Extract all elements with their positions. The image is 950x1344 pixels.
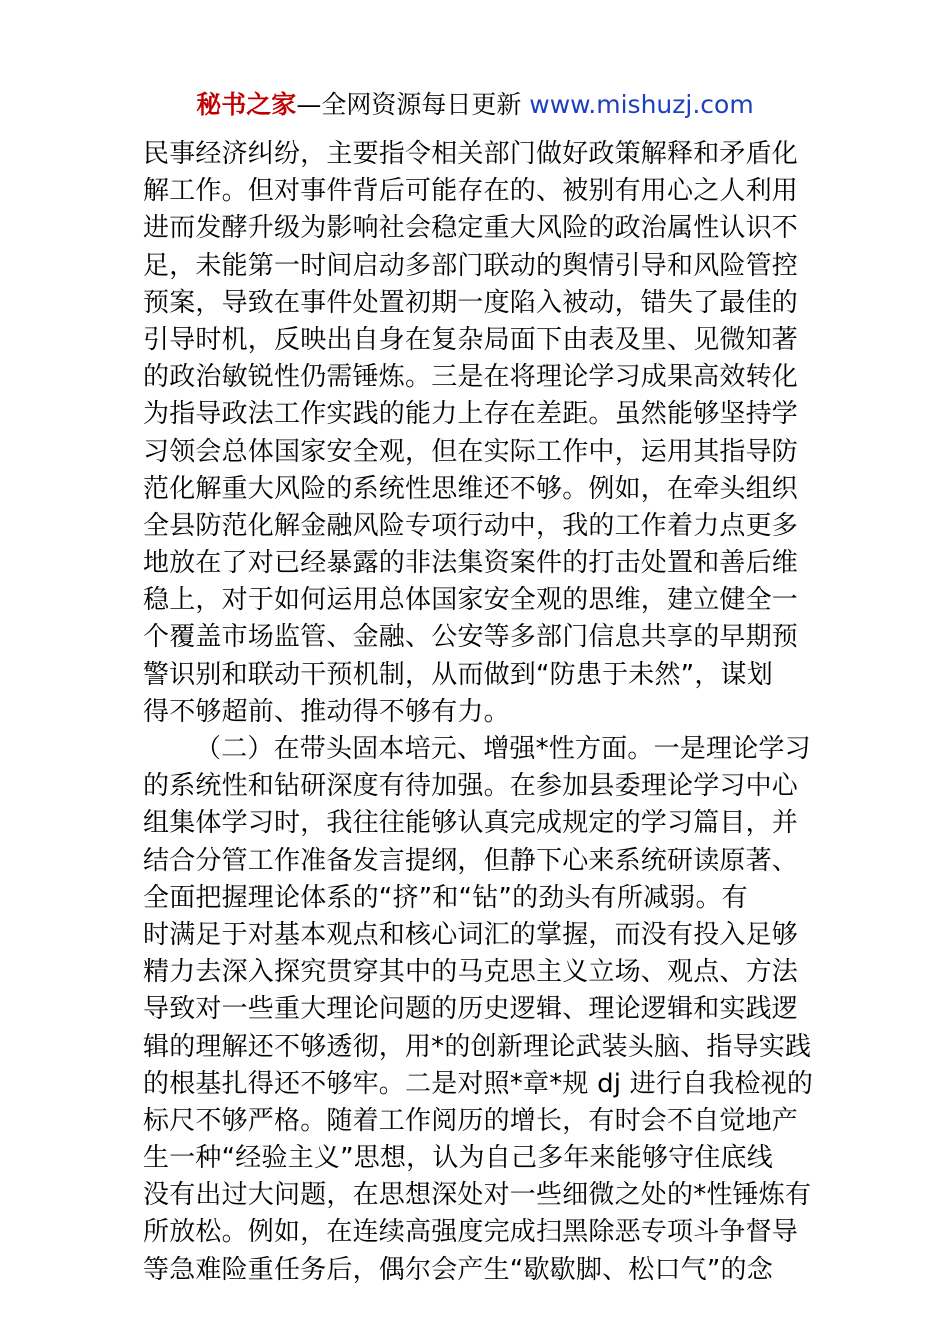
text-line: 的政治敏锐性仍需锤炼。三是在将理论学习成果高效转化 xyxy=(143,362,799,393)
text-line: 习领会总体国家安全观，但在实际工作中，运用其指导防 xyxy=(143,436,799,467)
text-line: 足，未能第一时间启动多部门联动的舆情引导和风险管控 xyxy=(143,250,799,281)
text-line: 生一种“经验主义”思想，认为自己多年来能够守住底线 xyxy=(143,1143,773,1174)
text-line: 全面把握理论体系的“挤”和“钻”的劲头有所减弱。有 xyxy=(143,882,748,913)
text-line: 所放松。例如，在连续高强度完成扫黑除恶专项斗争督导 xyxy=(143,1217,799,1248)
text-line: 的根基扎得还不够牢。二是对照*章*规 dj 进行自我检视的 xyxy=(143,1068,814,1099)
text-line: 引导时机，反映出自身在复杂局面下由表及里、见微知著 xyxy=(143,324,799,355)
text-line: 民事经济纠纷，主要指令相关部门做好政策解释和矛盾化 xyxy=(143,139,799,169)
text-line: 没有出过大问题，在思想深处对一些细微之处的*性锤炼有 xyxy=(143,1180,812,1211)
text-line: 组集体学习时，我往往能够认真完成规定的学习篇目，并 xyxy=(143,808,799,839)
document-body xyxy=(143,136,823,1289)
site-url-link[interactable]: www.mishuzj.com xyxy=(529,90,754,119)
text-line: 导致对一些重大理论问题的历史逻辑、理论逻辑和实践逻 xyxy=(143,994,799,1025)
text-line: 得不够超前、推动得不够有力。 xyxy=(143,696,510,727)
text-line: 标尺不够严格。随着工作阅历的增长，有时会不自觉地产 xyxy=(143,1105,799,1136)
text-line: 进而发酵升级为影响社会稳定重大风险的政治属性认识不 xyxy=(143,213,799,244)
site-brand: 秘书之家 xyxy=(196,90,297,119)
paragraph-start-line: （二）在带头固本培元、增强*性方面。一是理论学习 xyxy=(195,734,811,764)
text-line: 预案，导致在事件处置初期一度陷入被动，错失了最佳的 xyxy=(143,287,799,318)
text-line: 稳上，对于如何运用总体国家安全观的思维，建立健全一 xyxy=(143,585,799,616)
text-line: 的系统性和钻研深度有待加强。在参加县委理论学习中心 xyxy=(143,771,799,802)
text-line: 解工作。但对事件背后可能存在的、被别有用心之人利用 xyxy=(143,176,799,207)
text-line: 个覆盖市场监管、金融、公安等多部门信息共享的早期预 xyxy=(143,622,799,653)
text-line: 辑的理解还不够透彻，用*的创新理论武装头脑、指导实践 xyxy=(143,1031,812,1062)
text-line: 时满足于对基本观点和核心词汇的掌握，而没有投入足够 xyxy=(143,919,799,950)
text-line: 等急难险重任务后，偶尔会产生“歇歇脚、松口气”的念 xyxy=(143,1254,773,1285)
text-line: 全县防范化解金融风险专项行动中，我的工作着力点更多 xyxy=(143,510,799,541)
text-line: 结合分管工作准备发言提纲，但静下心来系统研读原著、 xyxy=(143,845,799,876)
site-header xyxy=(0,88,950,122)
text-line: 警识别和联动干预机制，从而做到“防患于未然”，谋划 xyxy=(143,659,773,690)
text-line: 地放在了对已经暴露的非法集资案件的打击处置和善后维 xyxy=(143,548,799,579)
text-line: 精力去深入探究贯穿其中的马克思主义立场、观点、方法 xyxy=(143,957,799,988)
site-slogan: —全网资源每日更新 xyxy=(296,90,530,119)
text-line: 范化解重大风险的系统性思维还不够。例如，在牵头组织 xyxy=(143,473,799,504)
text-line: 为指导政法工作实践的能力上存在差距。虽然能够坚持学 xyxy=(143,399,799,430)
